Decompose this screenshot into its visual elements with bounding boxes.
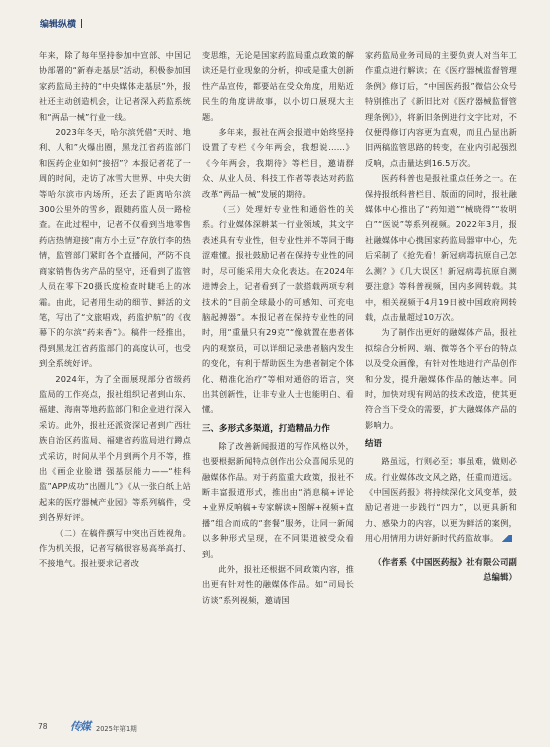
issue-label: 2025年第1期 — [96, 725, 137, 733]
column-2 — [202, 48, 354, 708]
paragraph: 此外，报社还根据不同政策内容，推出更有针对性的融媒体作品。如“司局长访谈”系列视频，邀请国 — [202, 564, 354, 605]
end-mark-icon — [500, 535, 512, 542]
paragraph: （三）处理好专业性和通俗性的关系。行业媒体深耕某一行业领域，其文字表述具有专业性，但专业性并不等同于晦涩难懂。报社鼓励记者在保持专业性的同时，尽可能采用大众化表达。在2024年进博会上，记者看到了一款搭载两项专利技术的“目前全球最小的可感知、可充电脑起搏器”。本报记者在保持专业性的同时，用“重量只有29克”“像就置在患者体内的观察员，可以详细记录患者脑内发生的变化，有利于帮助医生为患者制定个体化、精准化治疗”等相对通俗的语言，突出其创新性，让非专业人士也能明白、看懂。 — [202, 204, 354, 415]
paragraph: 年来，除了每年坚持参加中宣部、中国记协部署的“新春走基层”活动，积极参加国家药监局主持的“中央媒体走基层”外，报社还主动创造机会，让记者深入药监系统和“两品一械”行业一线。 — [39, 50, 191, 122]
paragraph: （二）在稿件撰写中突出百姓视角。作为机关报，记者写稿很容易高举高打、不接地气。报社要求记者改 — [39, 527, 191, 569]
page-header — [0, 0, 550, 46]
paragraph: 家药监局业务司局的主要负责人对当年工作重点进行解读；在《医疗器械监督管理条例》修订后，“中国医药报”微信公众号特别推出了《新旧比对《医疗器械监督管理条例》》，将新旧条例进行文字比对，不仅便得修订内容更为直观，而且凸显出新旧两稿监管思路的转变，在业内引起强烈反响，点击量达到16.5万次。 — [365, 50, 517, 168]
paragraph: 多年来，报社在两会报道中始终坚持设置了专栏《今年两会，我想说……》《今年两会，我期待》等栏目，邀请群众、从业人员、科技工作者等表达对药监改革“两品一械”发展的期待。 — [202, 127, 354, 199]
article-body — [39, 48, 517, 708]
paragraph: 2024年，为了全面展现部分省级药监局的工作亮点，报社组织记者到山东、福建、海南等地药监部门和企业进行深入采访。此外，报社还派资深记者到广西壮族自治区药监局、福建省药监局进行蹲点式采访，时间从半个月到两个月不等，推出《画企业脸谱 强基层能力——“桂科监”APP成功“出圈儿”》《从一张白纸上站起来的医疗器械产业园》等系列稿件，受到各界好评。 — [39, 373, 191, 523]
section-heading: 三、多形式多渠道，打造精品力作 — [202, 422, 330, 433]
column-3 — [365, 48, 517, 708]
column-1 — [39, 48, 191, 708]
author-byline: （作者系《中国医药报》社有限公司副总编辑） — [373, 556, 517, 582]
section-tag: 编辑纵横 — [40, 17, 82, 30]
paragraph: 除了改善新闻报道的写作风格以外，也要根据新闻特点创作出公众喜闻乐见的融媒体作品。对于药监重大政策，报社不断丰富报道形式，推出由“消息稿+评论+业界反响稿+专家解读+图解+视频+直播”组合而成的“套餐”服务，让同一新闻以多种形式呈现，在不同渠道被受众看到。 — [202, 440, 354, 559]
page-footer — [0, 712, 550, 747]
magazine-logo: 传媒 — [70, 720, 90, 733]
page-number: 78 — [38, 722, 48, 731]
paragraph: 医药科普也是报社重点任务之一。在保持报纸科普栏目、版面的同时，报社融媒体中心推出了“药知道”“械晓得”“妆明白”“医说”等系列视频。2022年3月，报社融媒体中心携国家药监局器审中心，先后采制了《抢先看！新冠病毒抗原自己怎么测？》《几大误区！新冠病毒抗原自测要注意》等科普视频，国内多网转载。其中，相关视频于4月19日被中国政府网转载，点击量超过10万次。 — [365, 173, 517, 322]
paragraph: 为了制作出更好的融媒体产品，报社拟综合分析网、端、微等各个平台的特点以及受众画像，有针对性地进行产品创作和分发，提升融媒体作品的触达率。同时，加快对现有网站的技术改造，使其更符合当下受众的需要，扩大融媒体产品的影响力。 — [365, 327, 517, 430]
paragraph: 路虽远，行则必至；事虽难，做则必成。行业媒体改文风之路，任重而道远。《中国医药报》将持续深化文风变革，鼓励记者进一步践行“四力”，以更具新和力、感染力的内容，以更为鲜活的案例，用心用情用力讲好新时代药监故事。 — [365, 456, 517, 544]
paragraph: 2023年冬天，哈尔滨凭借“天时、地利、人和”火爆出圈，黑龙江省药监部门和医药企业如何“接招”？本报记者花了一周的时间，走访了冰雪大世界、中央大街等哈尔滨市内场所，还去了距离哈尔滨300公里外的雪乡，跟随药监人员一路检查。在此过程中，记者不仅看到当地零售药店热情迎接“南方小土豆”存放行李的热情，监管部门紧盯各个直播间，严防不良商家销售伪劣产品的坚守，还看到了监管人员在零下20摄氏度检查时睫毛上的冰霜。由此，记者用生动的细节、鲜活的文笔，写出了“文旅唱戏，药监护航”的《夜幕下的尔滨“药来香”》。稿件一经推出，得到黑龙江省药监部门的高度认可，也受到全系统好评。 — [39, 127, 191, 369]
paragraph: 变思维，无论是国家药监局重点政策的解读还是行业现象的分析，抑或是重大创新性产品宣传，都要站在受众角度，用贴近民生的角度讲故事，以小切口展现大主题。 — [202, 50, 354, 122]
section-heading: 结语 — [365, 438, 383, 449]
